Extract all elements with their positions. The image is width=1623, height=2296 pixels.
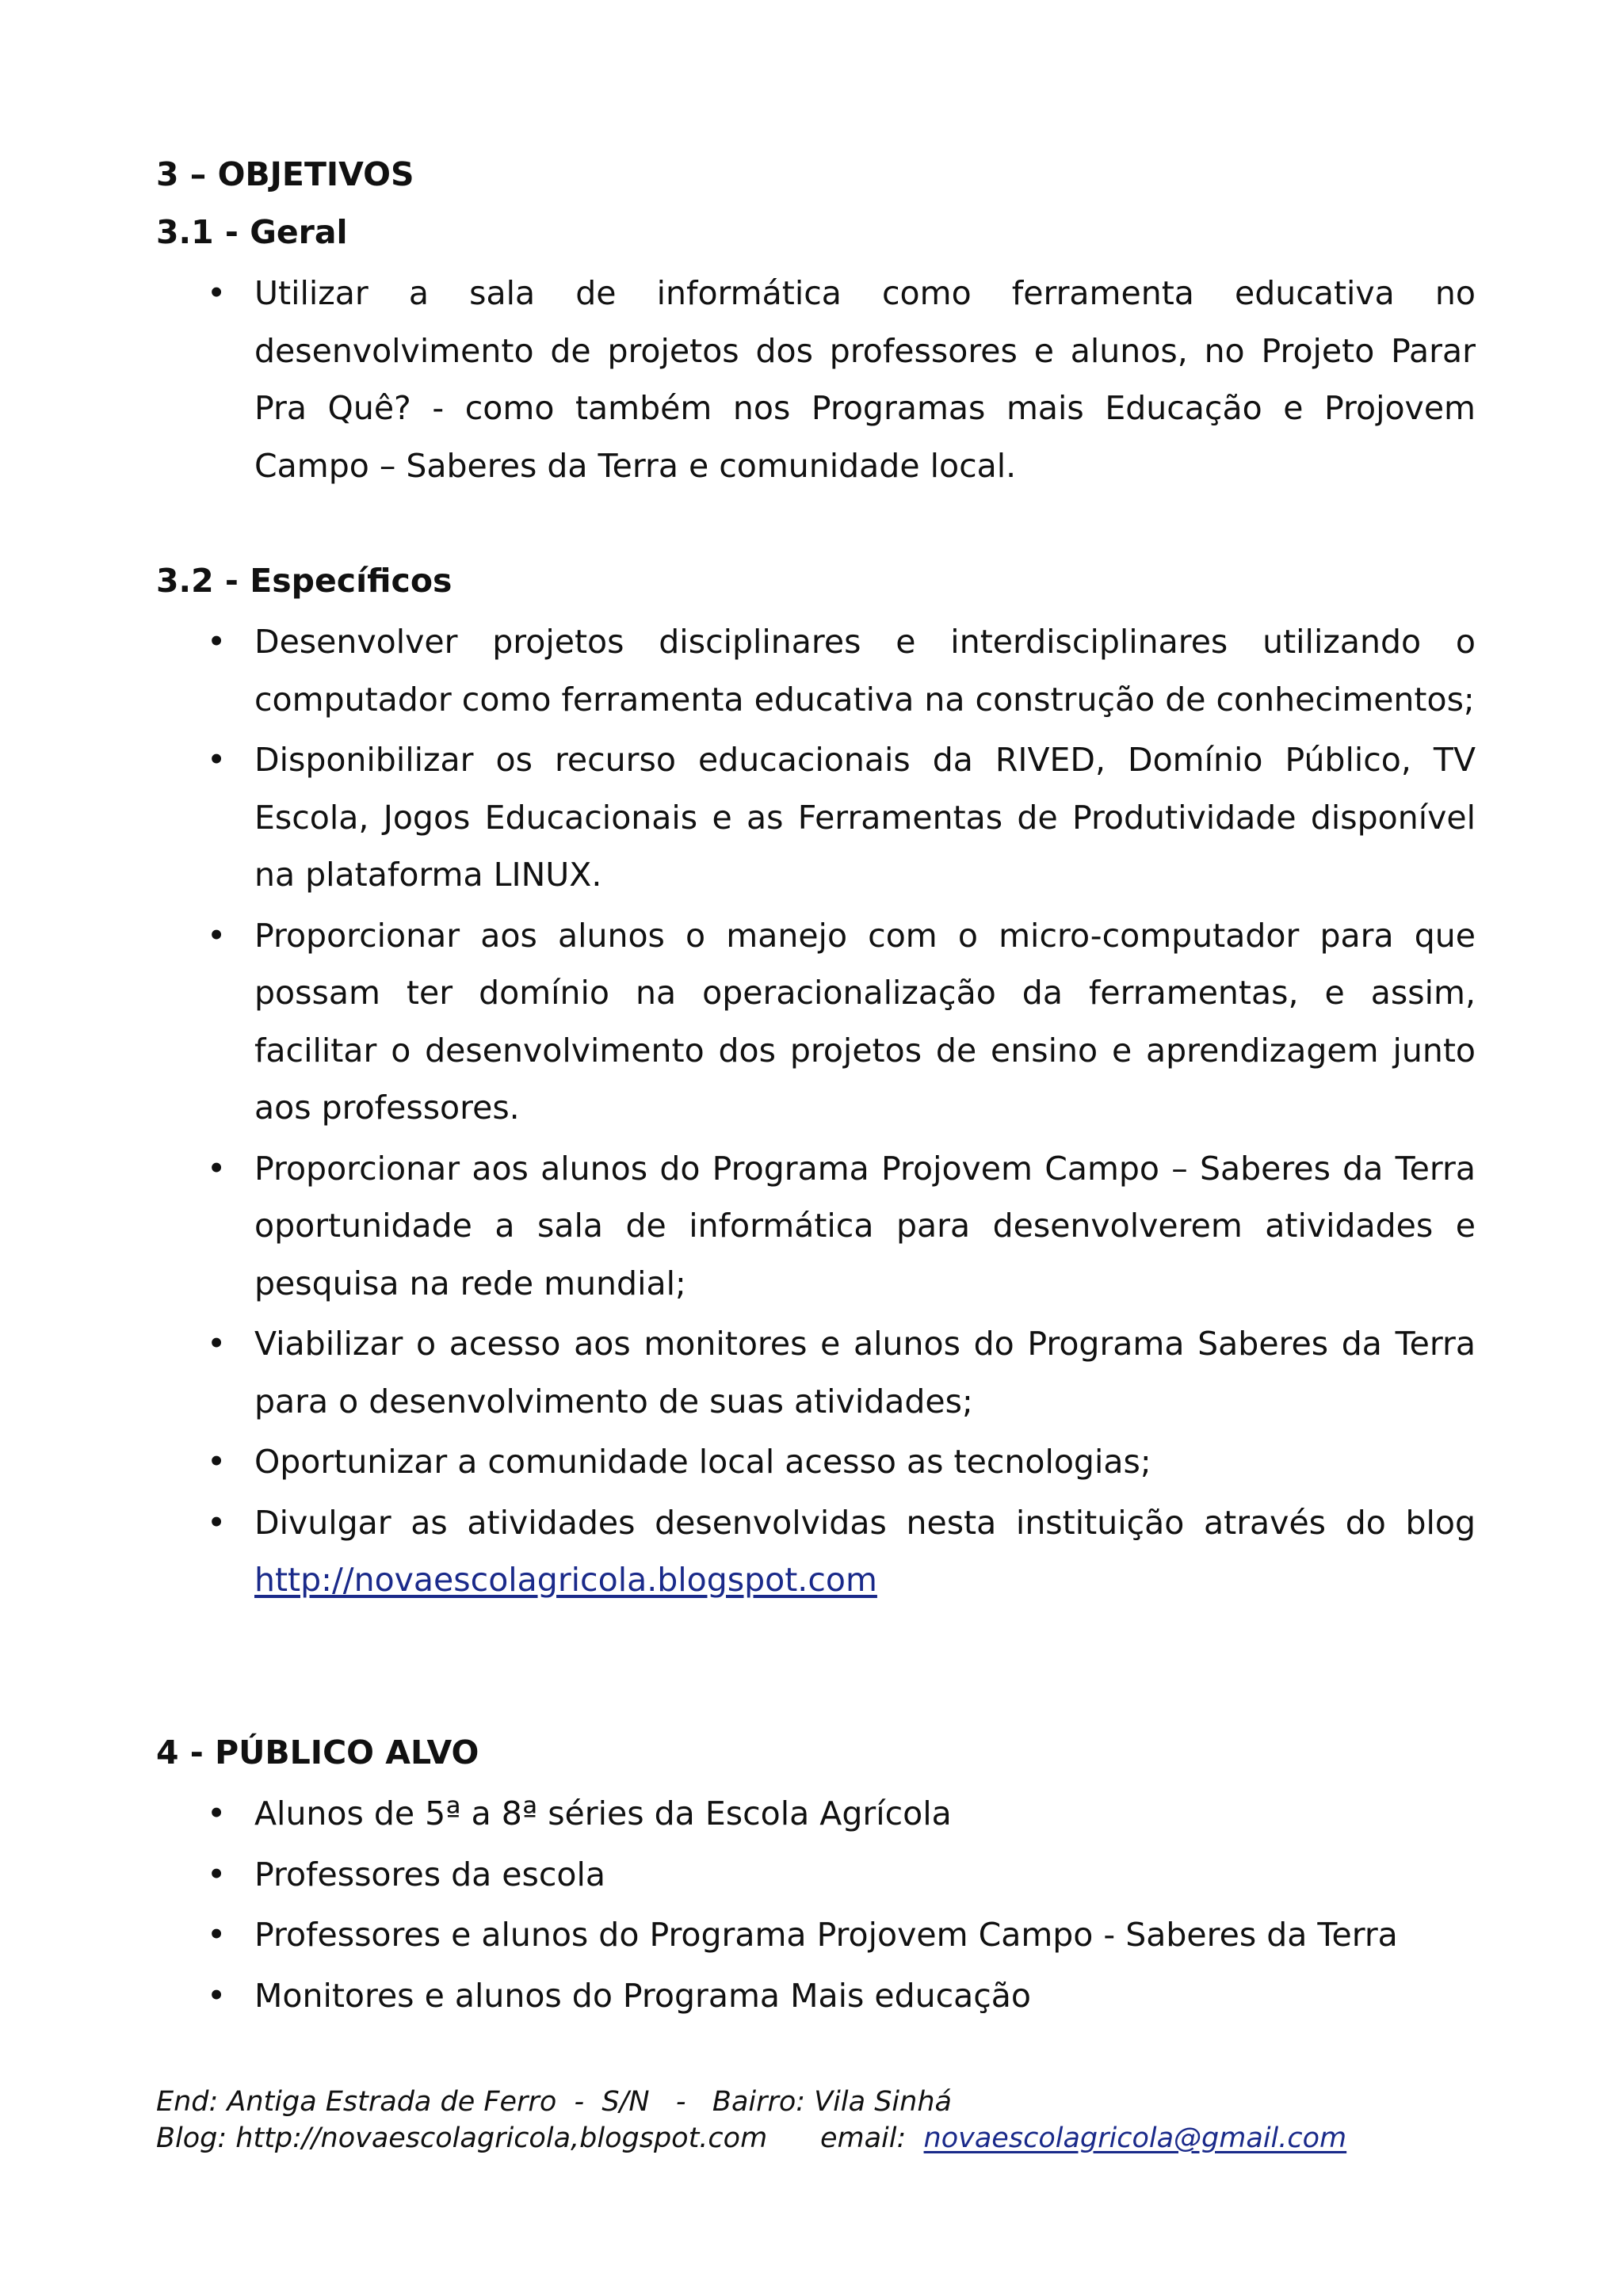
list-item: [156, 907, 1476, 1137]
publico-alvo-list: [156, 1785, 1476, 2027]
bullet: •: [207, 1325, 227, 1363]
list-item-text: Desenvolver projetos disciplinares e interdisciplinares utilizando o computador como ferramenta educativa na construção de conhecimentos;: [254, 623, 1476, 719]
list-item-text: Professores e alunos do Programa Projovem Campo - Saberes da Terra: [254, 1916, 1398, 1954]
list-item: [156, 1846, 1476, 1904]
list-item-text: Proporcionar aos alunos do Programa Projovem Campo – Saberes da Terra oportunidade a sala de informática para desenvolverem atividades e pesquisa na rede mundial;: [254, 1149, 1476, 1302]
footer-email-label: email:: [819, 2122, 907, 2154]
list-item-text: Professores da escola: [254, 1855, 605, 1894]
list-item-text: Divulgar as atividades desenvolvidas nesta instituição através do blog: [254, 1503, 1476, 1542]
footer-contact: [156, 2120, 1346, 2157]
list-item-text: Proporcionar aos alunos o manejo com o micro-computador para que possam ter domínio na operacionalização da ferramentas, e assim, facilitar o desenvolvimento dos projetos de ensino e aprendizagem junto aos professores.: [254, 916, 1476, 1127]
list-item-text: Oportunizar a comunidade local acesso as tecnologias;: [254, 1443, 1151, 1481]
section-3-title: 3 – OBJETIVOS: [156, 155, 414, 193]
footer-blog: Blog: http://novaescolagricola,blogspot.com: [156, 2122, 768, 2154]
list-item-text: Disponibilizar os recurso educacionais da RIVED, Domínio Público, TV Escola, Jogos Educacionais e as Ferramentas de Produtividade disponível na plataforma LINUX.: [254, 741, 1476, 894]
list-item: [156, 1433, 1476, 1491]
list-item-text: Alunos de 5ª a 8ª séries da Escola Agrícola: [254, 1794, 952, 1833]
list-item: [156, 265, 1476, 494]
blog-link[interactable]: http://novaescolagricola.blogspot.com: [254, 1561, 877, 1599]
bullet: •: [207, 1503, 227, 1542]
list-item: [156, 613, 1476, 728]
list-item: [156, 731, 1476, 904]
bullet: •: [207, 1855, 227, 1894]
list-item: [156, 1315, 1476, 1430]
list-item: [156, 1785, 1476, 1843]
bullet: •: [207, 1149, 227, 1188]
section-3-2-title: 3.2 - Específicos: [156, 562, 453, 600]
footer-email-link[interactable]: novaescolagricola@gmail.com: [923, 2122, 1347, 2154]
bullet: •: [207, 916, 227, 955]
bullet: •: [207, 1794, 227, 1833]
list-item-text: Viabilizar o acesso aos monitores e alunos do Programa Saberes da Terra para o desenvolvimento de suas atividades;: [254, 1325, 1476, 1421]
list-item-text: Utilizar a sala de informática como ferramenta educativa no desenvolvimento de projetos dos professores e alunos, no Projeto Parar Pra Quê? - como também nos Programas mais Educação e Projovem Campo – Saberes da Terra e comunidade local.: [254, 274, 1476, 485]
footer-address: End: Antiga Estrada de Ferro - S/N - Bairro: Vila Sinhá: [156, 2086, 952, 2118]
list-item: [156, 1906, 1476, 1964]
section-4-title: 4 - PÚBLICO ALVO: [156, 1733, 479, 1772]
bullet: •: [207, 274, 227, 312]
list-item: [156, 1140, 1476, 1313]
bullet: •: [207, 1976, 227, 2015]
list-item: [156, 1967, 1476, 2025]
section-3-1-title: 3.1 - Geral: [156, 213, 348, 251]
bullet: •: [207, 623, 227, 661]
bullet: •: [207, 741, 227, 779]
list-item: [156, 1494, 1476, 1609]
especificos-list: [156, 613, 1476, 1612]
bullet: •: [207, 1443, 227, 1481]
geral-list: [156, 265, 1476, 498]
list-item-text: Monitores e alunos do Programa Mais educação: [254, 1976, 1032, 2015]
bullet: •: [207, 1916, 227, 1954]
